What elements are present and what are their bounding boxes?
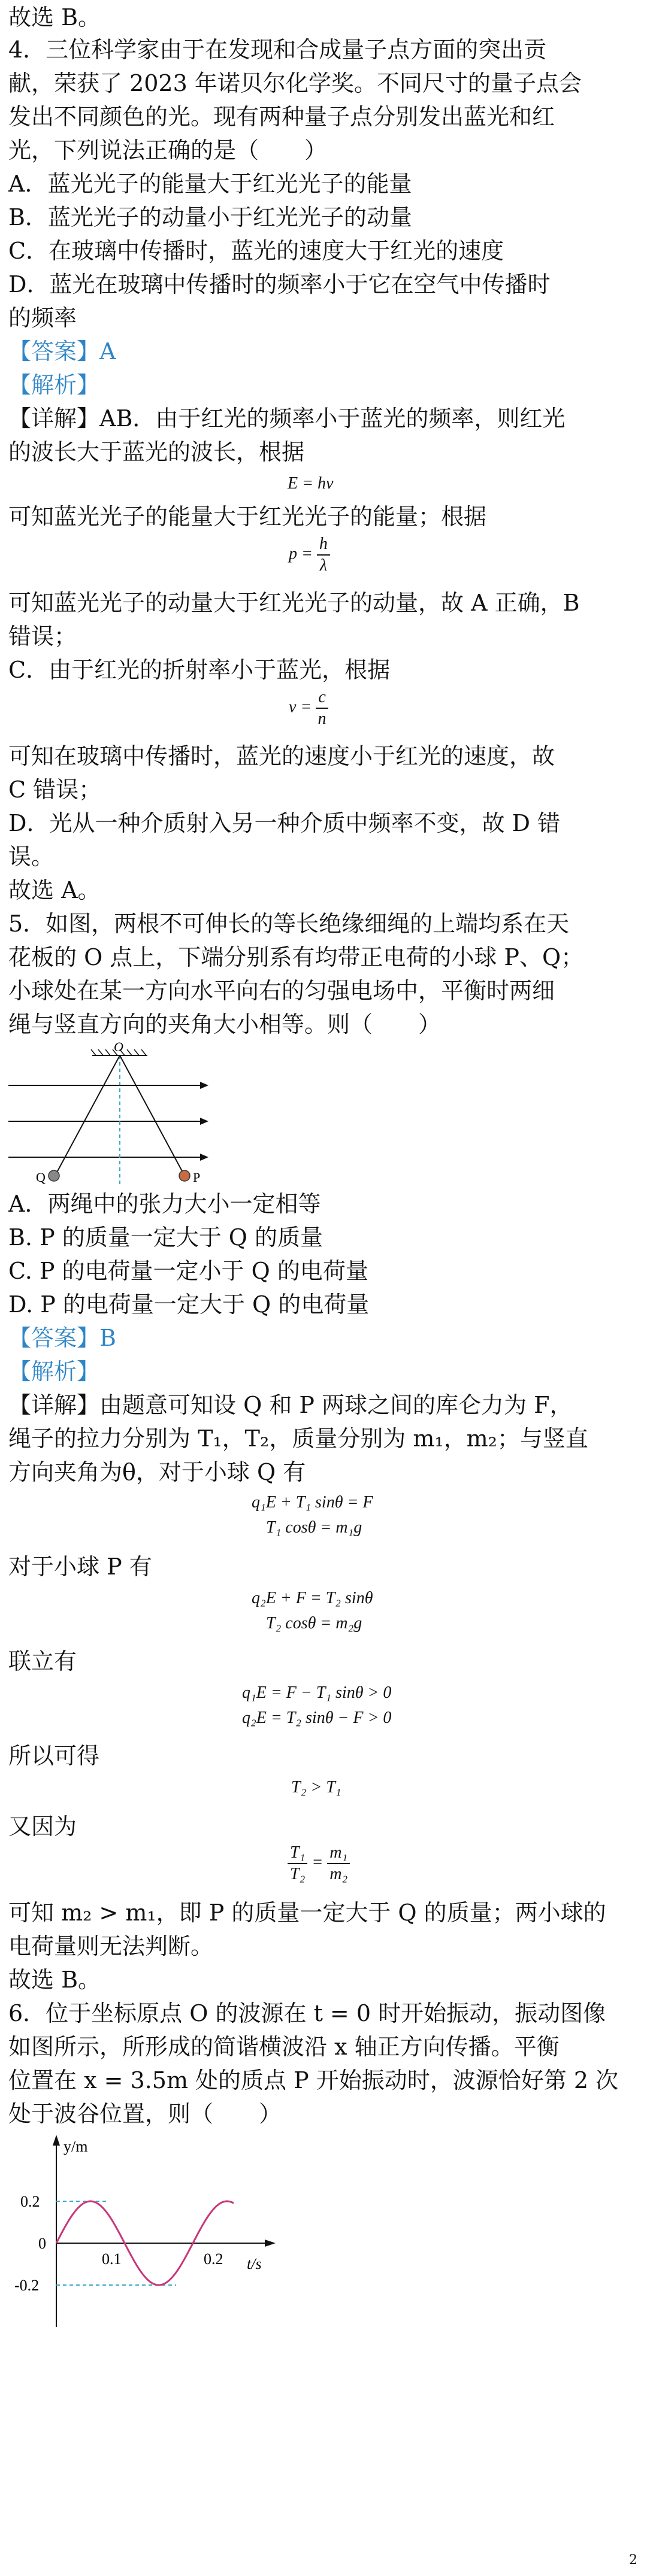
- figure-vibration-graph: [8, 2132, 284, 2330]
- equation-p-vertical: T₂ cosθ = m₂g: [266, 1614, 362, 1633]
- text-line: C．由于红光的折射率小于蓝光，根据: [8, 657, 391, 683]
- text-line: 处于波谷位置，则（ ）: [8, 2101, 282, 2127]
- y-axis-label: y/m: [64, 2138, 88, 2155]
- text-line: 的波长大于蓝光的波长，根据: [8, 439, 305, 465]
- question-5-stem: 5．如图，两根不可伸长的等长绝缘细绳的上端均系在天: [8, 911, 570, 937]
- equation-combined-1: q₁E = F − T₁ sinθ > 0: [242, 1683, 392, 1702]
- equation-q-vertical: T₁ cosθ = m₁g: [266, 1518, 362, 1537]
- option-b: B. P 的质量一定大于 Q 的质量: [8, 1224, 324, 1251]
- text-line: 可知在玻璃中传播时，蓝光的速度小于红光的速度，故: [8, 743, 555, 769]
- y-axis-arrow-icon: [53, 2135, 60, 2146]
- analysis-label: 【解析】: [8, 1358, 100, 1385]
- equation-tension-compare: T₂ > T₁: [291, 1778, 341, 1797]
- ball-p: [179, 1170, 190, 1181]
- rope-q: [56, 1055, 120, 1173]
- ball-q: [49, 1170, 59, 1181]
- text-line: 对于小球 P 有: [8, 1554, 152, 1580]
- ball-p-label: P: [193, 1170, 201, 1184]
- tick-y-0.2: 0.2: [20, 2193, 40, 2210]
- field-arrow-icon: [200, 1082, 208, 1089]
- text-line: 献，荣获了 2023 年诺贝尔化学奖。不同尺寸的量子点会: [8, 70, 582, 96]
- text-line: 故选 A。: [8, 877, 101, 903]
- text-line: 如图所示，所形成的简谐横波沿 x 轴正方向传播。平衡: [8, 2034, 560, 2060]
- field-arrow-icon: [200, 1118, 208, 1125]
- tick-x-0.1: 0.1: [102, 2250, 122, 2268]
- solution-text: 【详解】AB．由于红光的频率小于蓝光的频率，则红光: [8, 405, 566, 432]
- page-number: 2: [629, 2553, 637, 2568]
- equation-energy: E = hν: [288, 474, 334, 493]
- x-axis-label: t/s: [247, 2255, 262, 2272]
- text-line: 位置在 x = 3.5m 处的质点 P 开始振动时，波源恰好第 2 次: [8, 2067, 619, 2093]
- ball-q-label: Q: [36, 1170, 46, 1184]
- tick-y-minus-0.2: -0.2: [14, 2277, 40, 2294]
- text-line: 错误；: [8, 623, 77, 650]
- option-c: C. P 的电荷量一定小于 Q 的电荷量: [8, 1258, 368, 1284]
- option-c: C．在玻璃中传播时，蓝光的速度大于红光的速度: [8, 238, 504, 264]
- text-line: C 错误；: [8, 776, 102, 803]
- tick-x-0.2: 0.2: [204, 2250, 223, 2268]
- text-line: 可知蓝光光子的动量大于红光光子的动量，故 A 正确，B: [8, 590, 580, 616]
- text-line: 小球处在某一方向水平向右的匀强电场中，平衡时两细: [8, 978, 555, 1004]
- figure-two-charged-balls: [8, 1040, 212, 1184]
- equation-q-horizontal: q₁E + T₁ sinθ = F: [252, 1493, 373, 1512]
- text-line: 可知 m₂ > m₁，即 P 的质量一定大于 Q 的质量；两小球的: [8, 1900, 606, 1926]
- text-line: 误。: [8, 844, 55, 870]
- text-line: 故选 B。: [8, 1967, 101, 1993]
- field-arrow-icon: [200, 1154, 208, 1161]
- equation-ratio: $\frac{\text{T₁}}{\text{T₂}}$ = $\frac{\text{m₁}}{\text{m₂}}$: [288, 1843, 350, 1885]
- option-a: A．两绳中的张力大小一定相等: [8, 1191, 321, 1217]
- equation-momentum: p = $\frac{h}{\lambda}$: [289, 534, 330, 576]
- equation-combined-2: q₂E = T₂ sinθ − F > 0: [242, 1709, 392, 1727]
- option-a: A．蓝光光子的能量大于红光光子的能量: [8, 171, 412, 197]
- answer-label: 【答案】A: [8, 338, 116, 365]
- text-line: 花板的 O 点上，下端分别系有均带正电荷的小球 P、Q；: [8, 944, 584, 970]
- text-line: 又因为: [8, 1813, 77, 1840]
- question-6-stem: 6．位于坐标原点 O 的波源在 t = 0 时开始振动，振动图像: [8, 2000, 606, 2026]
- tick-y-0: 0: [38, 2235, 46, 2252]
- text-line: 电荷量则无法判断。: [8, 1933, 214, 1959]
- option-d: D. P 的电荷量一定大于 Q 的电荷量: [8, 1291, 370, 1318]
- question-4-stem: 4．三位科学家由于在发现和合成量子点方面的突出贡: [8, 37, 547, 63]
- point-o-label: O: [114, 1040, 123, 1054]
- text-line: 可知蓝光光子的能量大于红光光子的能量；根据: [8, 503, 487, 530]
- text-line: D．光从一种介质射入另一种介质中频率不变，故 D 错: [8, 810, 561, 836]
- analysis-label: 【解析】: [8, 372, 100, 398]
- text-line: 绳子的拉力分别为 T₁，T₂，质量分别为 m₁，m₂；与竖直: [8, 1425, 588, 1452]
- text-line: 光，下列说法正确的是（ ）: [8, 137, 328, 163]
- option-d: D．蓝光在玻璃中传播时的频率小于它在空气中传播时: [8, 271, 551, 298]
- text-line: 方向夹角为θ，对于小球 Q 有: [8, 1459, 306, 1485]
- text-line: 绳与竖直方向的夹角大小相等。则（ ）: [8, 1011, 442, 1037]
- x-axis-arrow-icon: [265, 2240, 276, 2247]
- rope-p: [120, 1055, 183, 1173]
- text-line: 发出不同颜色的光。现有两种量子点分别发出蓝光和红: [8, 104, 555, 130]
- equation-speed: v = $\frac{c}{n}$: [289, 687, 328, 729]
- solution-text: 【详解】由题意可知设 Q 和 P 两球之间的库仑力为 F，: [8, 1392, 573, 1418]
- text-line: 联立有: [8, 1648, 77, 1674]
- text-line: 故选 B。: [8, 4, 101, 31]
- answer-label: 【答案】B: [8, 1325, 116, 1351]
- equation-p-horizontal: q₂E + F = T₂ sinθ: [252, 1589, 373, 1607]
- text-line: 所以可得: [8, 1743, 100, 1769]
- text-line: 的频率: [8, 305, 77, 331]
- option-b: B．蓝光光子的动量小于红光光子的动量: [8, 204, 412, 230]
